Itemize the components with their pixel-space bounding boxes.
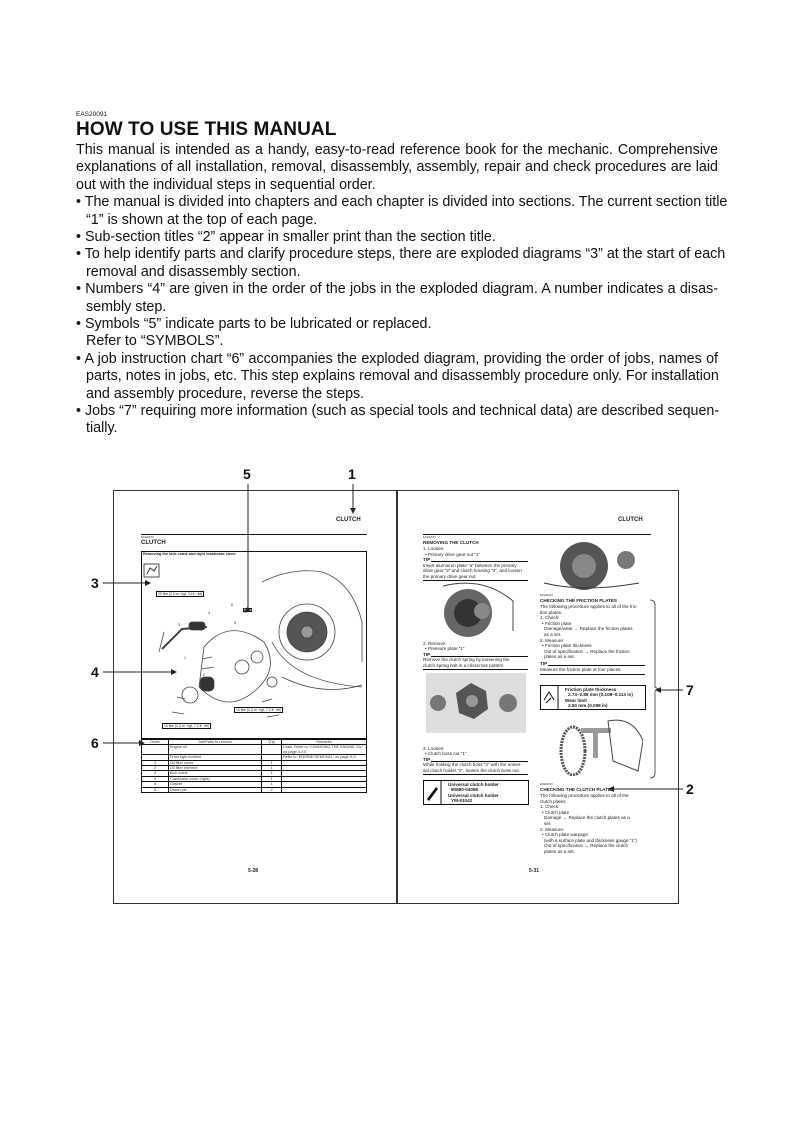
tip-text: sal clutch holder “2”, loosen the clutch boss nut. bbox=[423, 767, 521, 773]
part-number: 2 bbox=[203, 673, 205, 677]
text-line: Damage → Replace the clutch plates as a bbox=[544, 815, 630, 821]
text-line: plates as a set. bbox=[544, 654, 575, 660]
table-cell: 2 bbox=[142, 766, 169, 771]
callout-2: 2 bbox=[686, 781, 694, 797]
body-line: • A job instruction chart “6” accompanies the exploded diagram, providing the order of jobs, names of bbox=[76, 350, 718, 367]
table-cell: Oil filter cover bbox=[169, 760, 262, 765]
part-number: 4 bbox=[208, 611, 210, 615]
text-line: set. bbox=[544, 821, 552, 826]
table-cell: 1 bbox=[142, 760, 169, 765]
body-line: • Numbers “4” are given in the order of the jobs in the exploded diagram. A number indicates a disas- bbox=[76, 281, 718, 298]
table-cell: 1 bbox=[262, 782, 282, 787]
part-number: 5 bbox=[234, 621, 236, 625]
text-line: 2. Measure: bbox=[540, 637, 565, 643]
text-line: tion plates. bbox=[540, 609, 563, 615]
page-number: 5-28 bbox=[248, 868, 259, 874]
table-cell: Kick crank bbox=[169, 771, 262, 776]
text-line: 2. Measure: bbox=[540, 826, 565, 832]
table-cell: 1 bbox=[262, 776, 282, 781]
body-line: removal and disassembly section. bbox=[86, 263, 301, 280]
body-line: explanations of all installation, removal, disassembly, assembly, repair and check procedures are laid bbox=[76, 159, 718, 176]
tip-text: While holding the clutch boss “3” with the univer- bbox=[423, 762, 522, 767]
text-line: Damage/wear → Replace the friction plates bbox=[544, 626, 633, 632]
section-code: EAS20091 bbox=[76, 111, 108, 118]
part-number: 3 bbox=[178, 623, 180, 627]
callout-6: 6 bbox=[91, 735, 99, 751]
subsection-title: REMOVING THE CLUTCH bbox=[423, 540, 479, 545]
section-code: EAS20XXX bbox=[141, 535, 154, 539]
table-cell: Dowel pin bbox=[169, 787, 262, 792]
tip-text: the primary drive gear nut. bbox=[423, 573, 477, 579]
text-line: plates as a set. bbox=[544, 849, 575, 854]
table-cell: Crankcase cover (right) bbox=[169, 776, 262, 781]
page-number: 5-31 bbox=[529, 868, 540, 874]
table-cell: 1 bbox=[262, 760, 282, 765]
new-part-symbol: New bbox=[244, 608, 252, 612]
section-code: EAS20XXX bbox=[540, 593, 553, 597]
text-line: • Friction plate bbox=[542, 620, 572, 626]
callout-3: 3 bbox=[91, 575, 99, 591]
body-line: tially. bbox=[86, 420, 118, 437]
running-head: CLUTCH bbox=[618, 517, 643, 523]
text-line: • Clutch plate warpage bbox=[542, 832, 589, 838]
table-cell: 3 bbox=[142, 771, 169, 776]
text-line: Out of specification → Replace the friction bbox=[544, 648, 630, 654]
spec-label: Friction plate thickness bbox=[565, 686, 617, 692]
text-line: as a set. bbox=[544, 632, 562, 637]
subsection-title: CHECKING THE FRICTION PLATES bbox=[540, 598, 617, 603]
body-line: • The manual is divided into chapters and each chapter is divided into sections. The current section title bbox=[76, 194, 728, 211]
tool-name: Universal clutch holder bbox=[448, 781, 499, 787]
body-line: parts, notes in jobs, etc. This step explains removal and disassembly procedure only. For installation bbox=[86, 368, 719, 385]
arrow-5 bbox=[245, 484, 248, 612]
text-line: 1. Check: bbox=[540, 804, 560, 810]
body-line: and assembly procedure, reverse the steps. bbox=[86, 385, 365, 402]
diagram-title: Removing the kick crank and right crankcase cover bbox=[143, 552, 236, 556]
table-cell: 1 bbox=[262, 766, 282, 771]
callout-4: 4 bbox=[91, 664, 99, 680]
column-header: Job/Parts to remove bbox=[169, 740, 262, 745]
column-header: Order bbox=[142, 740, 169, 745]
section-code: EAS20XXX bbox=[540, 782, 553, 786]
tip-label: TIP bbox=[540, 661, 548, 666]
table-cell: Gasket bbox=[169, 782, 262, 787]
text-line: 1. Check: bbox=[540, 615, 560, 621]
step: 2. Remove: bbox=[423, 640, 447, 646]
table-cell: 4 bbox=[142, 776, 169, 781]
table-cell: Refer to “ENGINE REMOVAL” on page 5-X. bbox=[282, 755, 367, 760]
subsection-title: CHECKING THE CLUTCH PLATES bbox=[540, 787, 615, 792]
step-item: • Primary drive gear nut “1” bbox=[425, 551, 480, 557]
text-line: The following procedure applies to all of the bbox=[540, 793, 629, 798]
text-line: (with a surface plate and thickness gauge “1”) bbox=[544, 837, 637, 843]
text-line: Out of specification → Replace the clutch bbox=[544, 843, 629, 849]
body-line: Refer to “SYMBOLS”. bbox=[86, 333, 224, 350]
tip-text: Measure the friction plate at four places. bbox=[540, 667, 622, 672]
torque-label: 10 Nm (1.0 m · kgf, 7.2 ft · lbf) bbox=[236, 708, 282, 712]
text-line: The following procedure applies to all of the fric- bbox=[540, 604, 638, 609]
column-header: Q'ty bbox=[262, 740, 282, 745]
callout-5: 5 bbox=[243, 466, 251, 482]
tip-label: TIP bbox=[423, 651, 431, 657]
running-head: CLUTCH bbox=[336, 517, 361, 523]
tool-number: YM-91042 bbox=[451, 798, 473, 803]
column-header: Remarks bbox=[282, 740, 367, 745]
body-line: • Jobs “7” requiring more information (such as special tools and technical data) are described sequen- bbox=[76, 403, 720, 419]
tip-text: clutch spring bolt in a crisscross pattern. bbox=[423, 662, 505, 668]
page-title: HOW TO USE THIS MANUAL bbox=[76, 119, 337, 140]
tip-label: TIP bbox=[423, 756, 431, 762]
table-cell: Engine oil bbox=[169, 745, 262, 755]
step-item: • Pressure plate “1” bbox=[425, 646, 465, 651]
torque-label: 10 Nm (1.0 m · kgf, 7.2 ft · lbf) bbox=[164, 724, 210, 728]
tip-text: drive gear “2” and clutch housing “3”, and loosen bbox=[423, 568, 522, 573]
section-code: EAS20XXX bbox=[423, 535, 436, 539]
table-cell: 5 bbox=[142, 782, 169, 787]
torque-label: 20 Nm (2.0 m · kgf, 14 ft · lbf) bbox=[158, 592, 203, 596]
part-number: 6 bbox=[231, 603, 233, 607]
section-title: CLUTCH bbox=[141, 540, 166, 546]
callout-1: 1 bbox=[348, 466, 356, 482]
table-cell: 2 bbox=[262, 787, 282, 792]
body-line: “1” is shown at the top of each page. bbox=[86, 211, 318, 228]
text-line: • Clutch plate bbox=[542, 809, 570, 815]
step-item: • Clutch boss nut “1” bbox=[425, 751, 467, 756]
tip-text: Insert aluminum plate “a” between the primary bbox=[423, 562, 517, 568]
tip-text: Remove the clutch spring by loosening the bbox=[423, 657, 510, 662]
tool-name: Universal clutch holder bbox=[448, 792, 499, 798]
spec-label: Wear limit bbox=[565, 697, 587, 703]
body-line: sembly step. bbox=[86, 298, 167, 315]
part-number: 1 bbox=[184, 656, 186, 660]
body-line: • To help identify parts and clarify procedure steps, there are exploded diagrams “3” at the start of each bbox=[76, 246, 726, 263]
body-line: out with the individual steps in sequential order. bbox=[76, 176, 376, 193]
text-line: clutch plates. bbox=[540, 798, 567, 804]
spec-value: 2.50 mm (0.098 in) bbox=[568, 703, 608, 708]
step: 1. Loosen: bbox=[423, 546, 445, 551]
table-cell: Drain. Refer to “CHANGING THE ENGINE OIL” on page 3-XX. bbox=[282, 745, 367, 755]
body-line: • Symbols “5” indicate parts to be lubricated or replaced. bbox=[76, 316, 432, 332]
tip-label: TIP bbox=[423, 557, 431, 562]
body-line: • Sub-section titles “2” appear in smaller print than the section title. bbox=[76, 229, 496, 245]
table-cell: 1 bbox=[262, 771, 282, 776]
spec-value: 2.74–2.86 mm (0.108–0.113 in) bbox=[568, 692, 633, 697]
table-cell: Oil filter element bbox=[169, 766, 262, 771]
callout-7: 7 bbox=[686, 682, 694, 698]
table-cell: Front right footrest bbox=[169, 755, 262, 760]
body-line: This manual is intended as a handy, easy-to-read reference book for the mechanic. Comprehensive bbox=[76, 142, 718, 158]
text-line: • Friction plate thickness bbox=[542, 643, 592, 649]
tool-number: 90890-04086 bbox=[451, 787, 479, 792]
table-cell: 6 bbox=[142, 787, 169, 792]
step: 3. Loosen: bbox=[423, 745, 445, 751]
